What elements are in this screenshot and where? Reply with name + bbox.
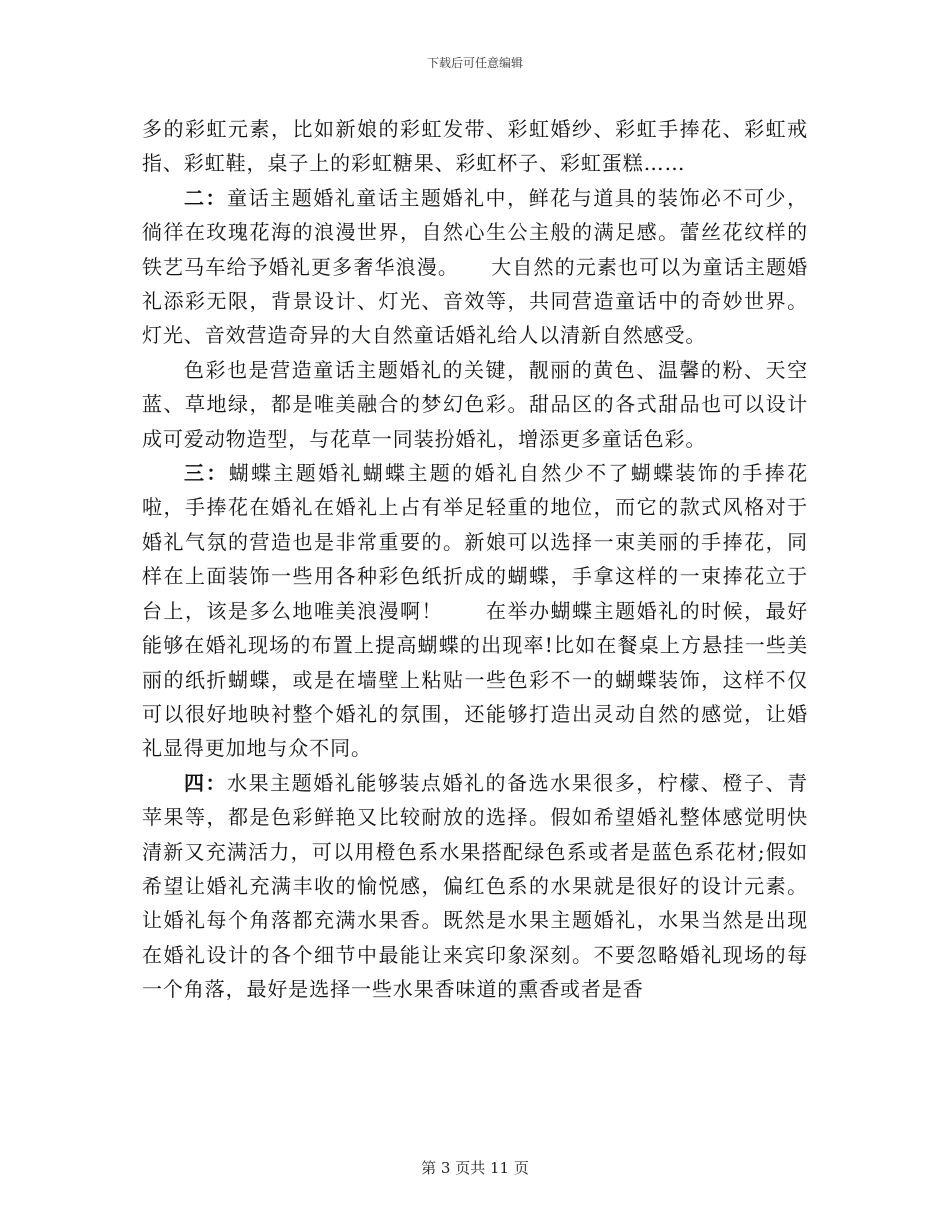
paragraph-continuation	[142, 112, 808, 181]
paragraph-color	[142, 353, 808, 456]
section-number: 四：	[184, 770, 228, 795]
paragraph-text: 水果主题婚礼能够装点婚礼的备选水果很多，柠檬、橙子、青苹果等，都是色彩鲜艳又比较耐放的选择。假如希望婚礼整体感觉明快清新又充满活力，可以用橙色系水果搭配绿色系或者是蓝色系花材;假如希望让婚礼充满丰收的愉悦感，偏红色系的水果就是很好的设计元素。让婚礼每个角落都充满水果香。既然是水果主题婚礼，水果当然是出现在婚礼设计的各个细节中最能让来宾印象深刻。不要忽略婚礼现场的每一个角落，最好是选择一些水果香味道的熏香或者是香	[142, 770, 808, 1002]
section-number: 二：	[184, 185, 228, 210]
paragraph-fruit-theme	[142, 766, 808, 1007]
paragraph-fairytale-theme	[142, 181, 808, 353]
section-number: 三：	[184, 461, 229, 486]
paragraph-text: 蝴蝶主题婚礼蝴蝶主题的婚礼自然少不了蝴蝶装饰的手捧花啦，手捧花在婚礼在婚礼上占有举足轻重的地位，而它的款式风格对于婚礼气氛的营造也是非常重要的。新娘可以选择一束美丽的手捧花，同样在上面装饰一些用各种彩色纸折成的蝴蝶，手拿这样的一束捧花立于台上，该是多么地唯美浪漫啊！ 在举办蝴蝶主题婚礼的时候，最好能够在婚礼现场的布置上提高蝴蝶的出现率!比如在餐桌上方悬挂一些美丽的纸折蝴蝶，或是在墙壁上粘贴一些色彩不一的蝴蝶装饰，这样不仅可以很好地映衬整个婚礼的氛围，还能够打造出灵动自然的感觉，让婚礼显得更加地与众不同。	[142, 461, 808, 761]
page-header: 下载后可任意编辑	[426, 56, 523, 70]
paragraph-text: 多的彩虹元素，比如新娘的彩虹发带、彩虹婚纱、彩虹手捧花、彩虹戒指、彩虹鞋，桌子上的彩虹糖果、彩虹杯子、彩虹蛋糕……	[142, 117, 808, 176]
paragraph-text: 童话主题婚礼童话主题婚礼中，鲜花与道具的装饰必不可少，徜徉在玫瑰花海的浪漫世界，自然心生公主般的满足感。蕾丝花纹样的铁艺马车给予婚礼更多奢华浪漫。 大自然的元素也可以为童话主题婚礼添彩无限，背景设计、灯光、音效等，共同营造童话中的奇妙世界。灯光、音效营造奇异的大自然童话婚礼给人以清新自然感受。	[142, 185, 808, 348]
document-body	[142, 112, 808, 1007]
paragraph-text: 色彩也是营造童话主题婚礼的关键，靓丽的黄色、温馨的粉、天空蓝、草地绿，都是唯美融合的梦幻色彩。甜品区的各式甜品也可以设计成可爱动物造型，与花草一同装扮婚礼，增添更多童话色彩。	[142, 357, 808, 451]
paragraph-butterfly-theme	[142, 456, 808, 766]
page-footer: 第 3 页共 11 页	[421, 1159, 529, 1177]
